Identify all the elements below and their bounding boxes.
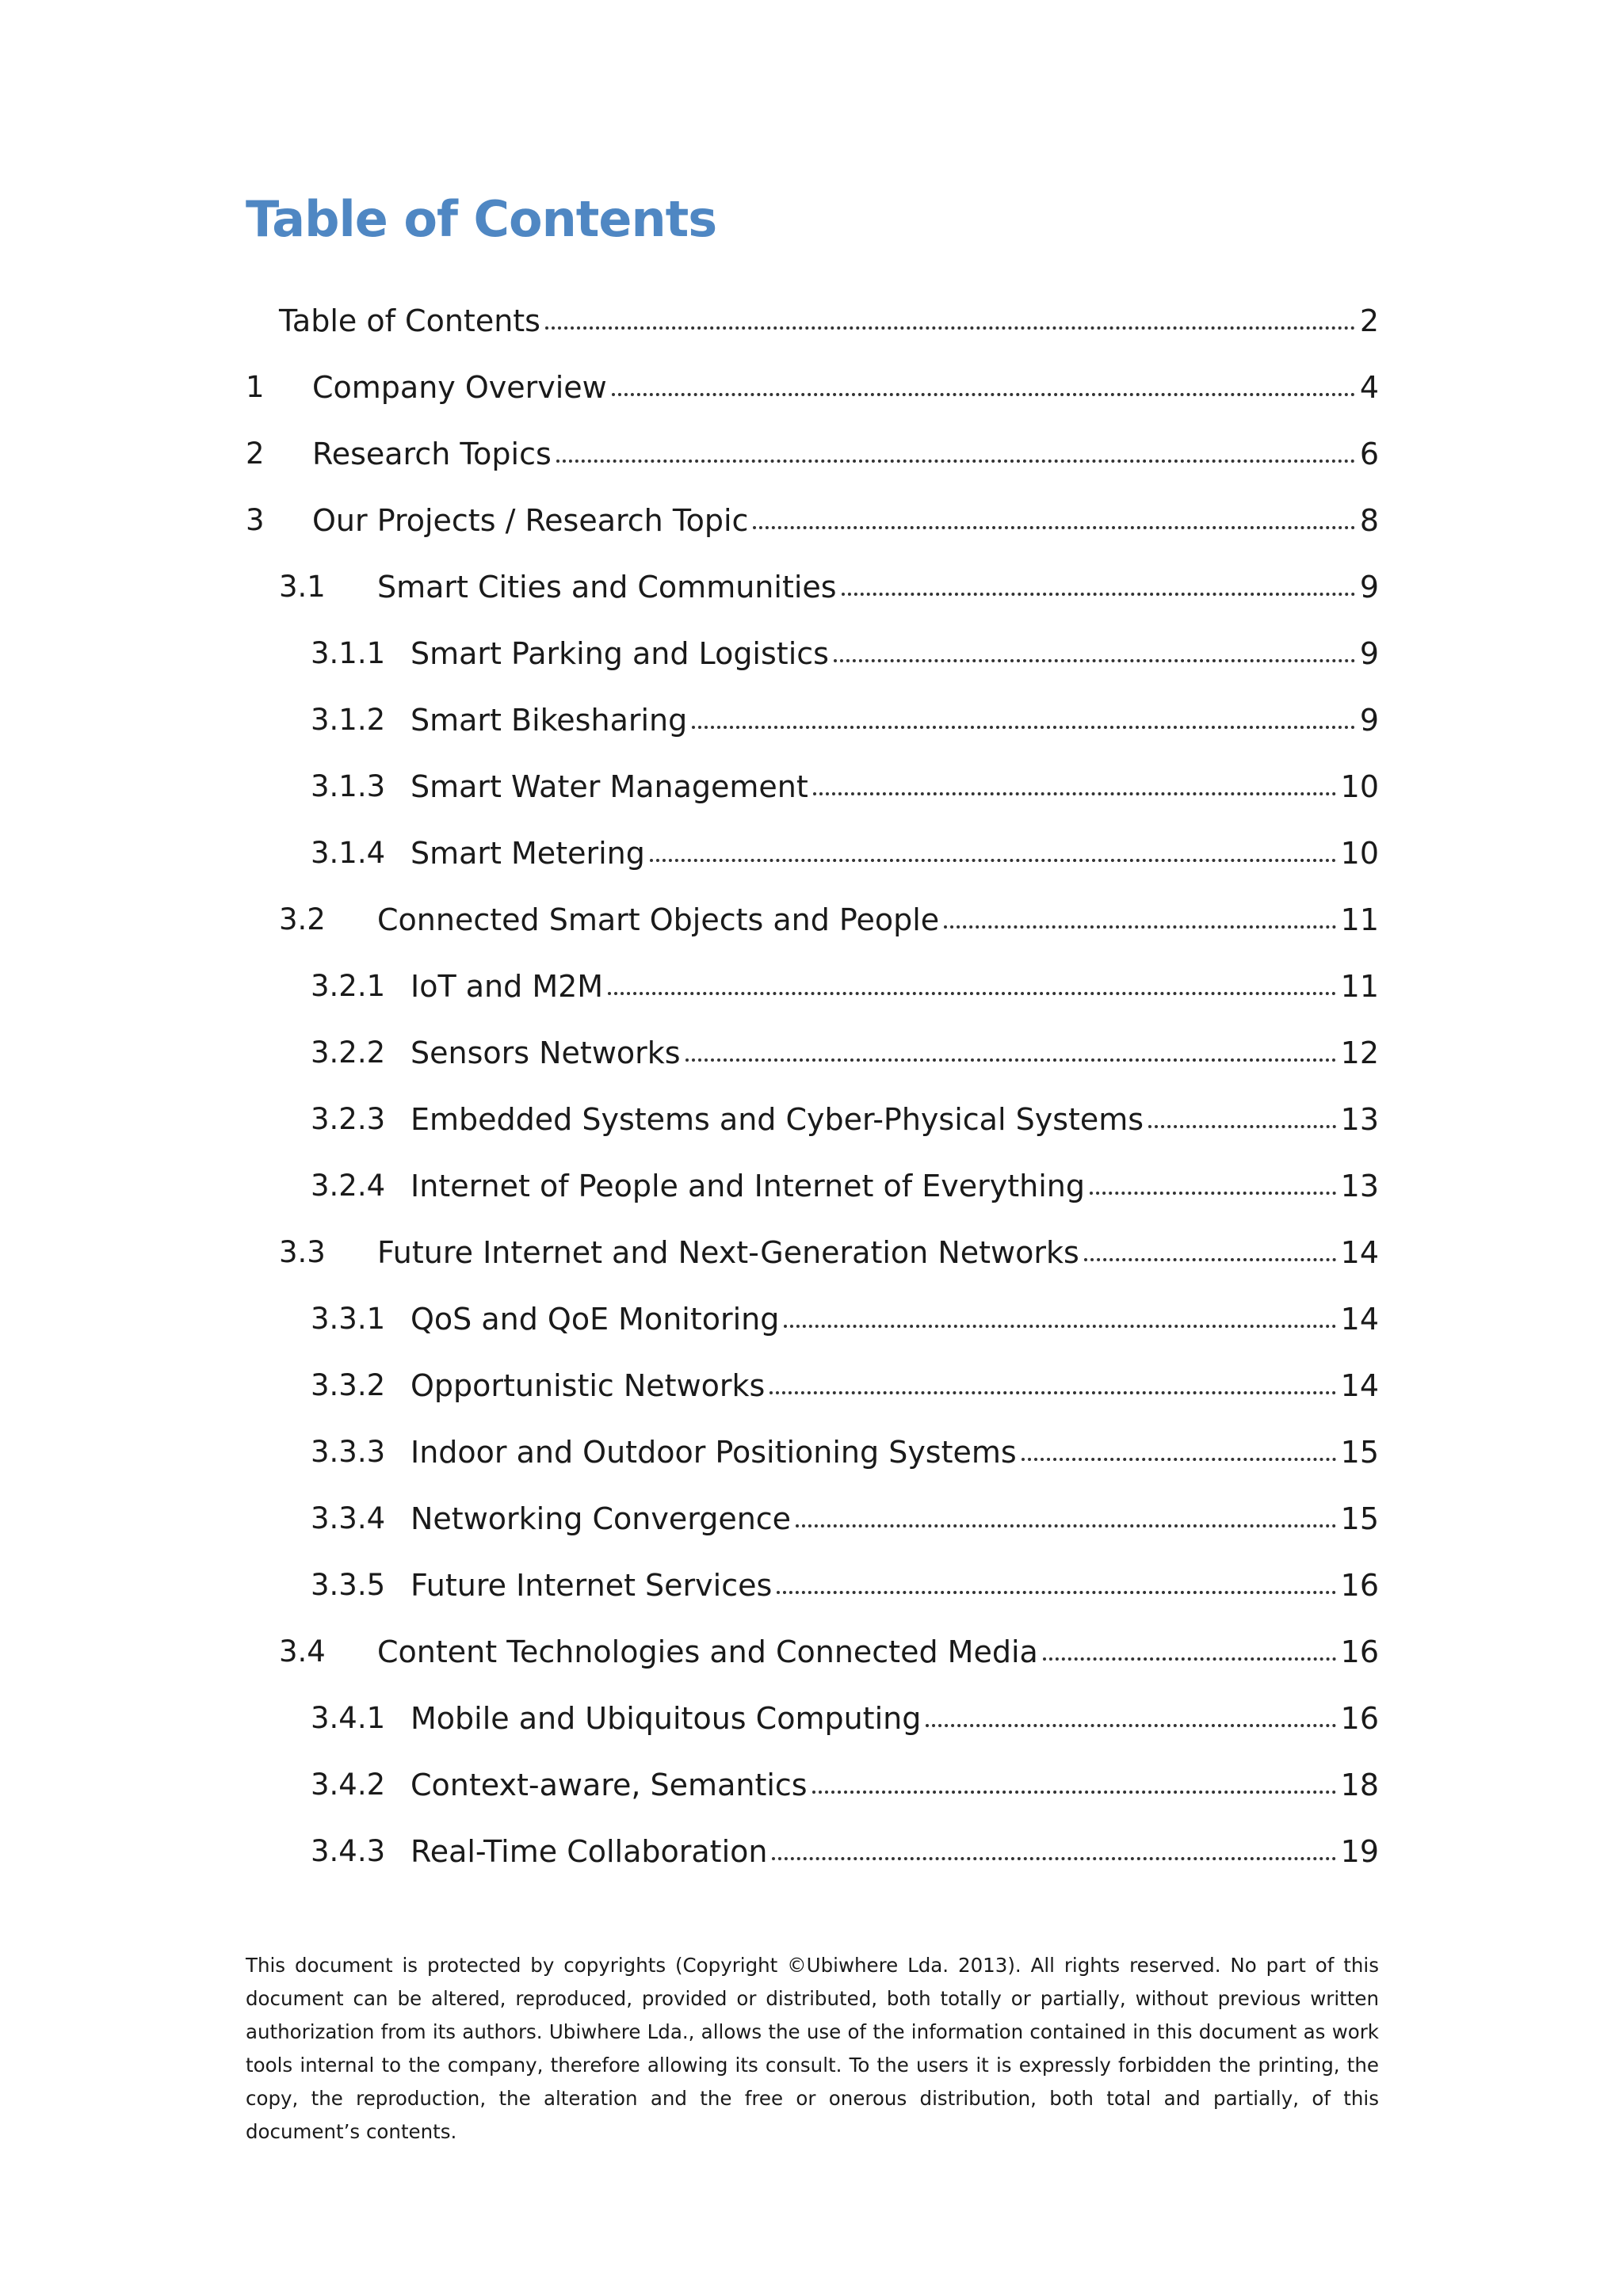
toc-dot-leader: [813, 792, 1336, 795]
toc-entry-number: 3: [246, 503, 265, 537]
toc-entry-page-number: 16: [1340, 1568, 1379, 1603]
toc-entry[interactable]: [279, 555, 1379, 605]
toc-entry-label: Content Technologies and Connected Media: [377, 1634, 1038, 1669]
toc-entry-page-number: 13: [1340, 1169, 1379, 1203]
toc-entry[interactable]: [311, 1686, 1379, 1736]
toc-entry[interactable]: [311, 754, 1379, 802]
toc-entry[interactable]: [311, 1420, 1379, 1470]
toc-dot-leader: [685, 1058, 1336, 1062]
toc-entry-page-number: 16: [1340, 1634, 1379, 1669]
toc-entry-label: Our Projects / Research Topic: [312, 503, 749, 538]
toc-entry-page-number: 14: [1340, 1235, 1379, 1270]
toc-entry[interactable]: [311, 621, 1379, 669]
toc-entry[interactable]: [311, 821, 1379, 871]
toc-entry-number: 3.2.2: [311, 1035, 386, 1070]
toc-dot-leader: [772, 1857, 1335, 1860]
toc-entry[interactable]: [246, 355, 1379, 405]
page-title: Table of Contents: [246, 190, 717, 248]
toc-entry-number: 3.2.3: [311, 1102, 386, 1136]
toc-dot-leader: [1043, 1657, 1336, 1661]
toc-entry-number: 3.4.1: [311, 1701, 386, 1735]
toc-dot-leader: [753, 526, 1354, 529]
toc-entry-number: 3.4.3: [311, 1834, 386, 1868]
toc-entry-label: Company Overview: [312, 370, 607, 405]
toc-entry-number: 3.1.1: [311, 636, 386, 670]
toc-entry-page-number: 18: [1340, 1768, 1379, 1802]
toc-entry[interactable]: [311, 688, 1379, 738]
toc-entry-number: 3.3.4: [311, 1501, 386, 1535]
toc-entry-label: Indoor and Outdoor Positioning Systems: [411, 1435, 1017, 1470]
toc-entry-label: Opportunistic Networks: [411, 1368, 766, 1403]
toc-entry-page-number: 15: [1340, 1501, 1379, 1536]
toc-dot-leader: [1022, 1458, 1336, 1461]
toc-dot-leader: [1084, 1258, 1336, 1261]
toc-entry-number: 3.3: [279, 1235, 326, 1269]
toc-dot-leader: [777, 1591, 1335, 1594]
toc-entry-label: Smart Water Management: [411, 769, 808, 804]
toc-entry-number: 3.2.1: [311, 969, 386, 1003]
toc-entry-number: 2: [246, 437, 265, 471]
toc-dot-leader: [944, 925, 1335, 929]
toc-entry-number: 3.1.4: [311, 836, 386, 870]
toc-dot-leader: [692, 726, 1355, 729]
toc-dot-leader: [1148, 1125, 1336, 1128]
toc-entry-label: Real-Time Collaboration: [411, 1834, 768, 1869]
toc-entry[interactable]: [311, 1553, 1379, 1603]
toc-entry[interactable]: [279, 887, 1379, 935]
toc-entry-page-number: 8: [1359, 503, 1379, 538]
toc-entry[interactable]: [311, 1353, 1379, 1401]
toc-entry-label: Sensors Networks: [411, 1035, 681, 1070]
toc-entry-page-number: 10: [1340, 769, 1379, 804]
toc-entry-page-number: 16: [1340, 1701, 1379, 1736]
toc-entry-number: 3.2: [279, 902, 326, 936]
toc-dot-leader: [556, 460, 1355, 463]
toc-entry-page-number: 11: [1340, 902, 1379, 937]
toc-dot-leader: [812, 1791, 1336, 1794]
toc-entry[interactable]: [279, 1220, 1379, 1268]
toc-entry[interactable]: [246, 488, 1379, 536]
toc-entry-page-number: 14: [1340, 1368, 1379, 1403]
toc-dot-leader: [784, 1325, 1335, 1328]
toc-dot-leader: [608, 992, 1336, 995]
toc-entry-label: Smart Cities and Communities: [377, 570, 837, 605]
toc-entry[interactable]: [311, 1819, 1379, 1867]
toc-entry-number: 3.1: [279, 570, 326, 604]
toc-dot-leader: [1090, 1192, 1336, 1195]
toc-dot-leader: [926, 1724, 1335, 1727]
toc-entry[interactable]: [279, 1619, 1379, 1667]
toc-entry-label: QoS and QoE Monitoring: [411, 1302, 780, 1337]
toc-entry[interactable]: [311, 1020, 1379, 1068]
toc-entry-label: Research Topics: [312, 437, 552, 471]
toc-entry-page-number: 4: [1359, 370, 1379, 405]
toc-entry[interactable]: [279, 288, 1379, 336]
toc-entry-label: Smart Bikesharing: [411, 703, 688, 738]
toc-dot-leader: [769, 1391, 1335, 1394]
toc-entry-page-number: 19: [1340, 1834, 1379, 1869]
toc-entry-label: Future Internet Services: [411, 1568, 773, 1603]
toc-dot-leader: [612, 393, 1355, 396]
toc-entry-page-number: 9: [1359, 703, 1379, 738]
toc-entry-page-number: 9: [1359, 570, 1379, 605]
toc-entry-number: 3.1.2: [311, 703, 386, 737]
toc-entry-page-number: 14: [1340, 1302, 1379, 1337]
toc-entry-number: 3.3.1: [311, 1302, 386, 1336]
toc-entry-page-number: 6: [1359, 437, 1379, 471]
toc-entry-label: Future Internet and Next-Generation Networks: [377, 1235, 1079, 1270]
toc-dot-leader: [796, 1524, 1336, 1527]
toc-entry-page-number: 11: [1340, 969, 1379, 1004]
toc-entry-page-number: 9: [1359, 636, 1379, 671]
toc-entry[interactable]: [311, 1753, 1379, 1800]
toc-entry-label: Table of Contents: [279, 303, 540, 338]
toc-entry-number: 1: [246, 370, 265, 404]
toc-entry-label: Connected Smart Objects and People: [377, 902, 940, 937]
toc-entry-label: Networking Convergence: [411, 1501, 792, 1536]
toc-entry-number: 3.4: [279, 1634, 326, 1669]
toc-entry-label: Smart Parking and Logistics: [411, 636, 829, 671]
toc-dot-leader: [545, 326, 1355, 330]
toc-entry-page-number: 2: [1359, 303, 1379, 338]
toc-entry-label: Internet of People and Internet of Everything: [411, 1169, 1085, 1203]
toc-entry[interactable]: [311, 954, 1379, 1004]
toc-entry-number: 3.2.4: [311, 1169, 386, 1203]
copyright-notice: This document is protected by copyrights (Copyright ©Ubiwhere Lda. 2013). All rights reserved. No part of this document can be altered, reproduced, provided or distributed, both totally or partially, without previous written authorization from its authors. Ubiwhere Lda., allows the use of the information contained in this document as work tools internal to the company, therefore allowing its consult. To the users it is expressly forbidden the printing, the copy, the reproduction, the alteration and the free or onerous distribution, both total and partially, of this document’s contents.: [246, 1954, 1379, 2143]
toc-entry-number: 3.3.2: [311, 1368, 386, 1402]
toc-entry-label: IoT and M2M: [411, 969, 604, 1004]
toc-entry-page-number: 15: [1340, 1435, 1379, 1470]
toc-entry-number: 3.3.3: [311, 1435, 386, 1469]
toc-dot-leader: [842, 593, 1355, 596]
toc-entry[interactable]: [246, 421, 1379, 469]
toc-entry[interactable]: [311, 1287, 1379, 1337]
toc-entry-page-number: 12: [1340, 1035, 1379, 1070]
toc-entry-label: Smart Metering: [411, 836, 645, 871]
toc-entry-label: Mobile and Ubiquitous Computing: [411, 1701, 922, 1736]
toc-entry[interactable]: [311, 1154, 1379, 1201]
toc-entry[interactable]: [311, 1486, 1379, 1534]
toc-entry-page-number: 10: [1340, 836, 1379, 871]
toc-entry-label: Embedded Systems and Cyber-Physical Systems: [411, 1102, 1144, 1137]
toc-entry-label: Context-aware, Semantics: [411, 1768, 808, 1802]
toc-entry-number: 3.1.3: [311, 769, 386, 803]
toc-entry[interactable]: [311, 1087, 1379, 1135]
toc-dot-leader: [834, 659, 1355, 662]
toc-dot-leader: [650, 859, 1336, 862]
toc-entry-number: 3.4.2: [311, 1768, 386, 1802]
toc-entry-number: 3.3.5: [311, 1568, 386, 1602]
toc-entry-page-number: 13: [1340, 1102, 1379, 1137]
